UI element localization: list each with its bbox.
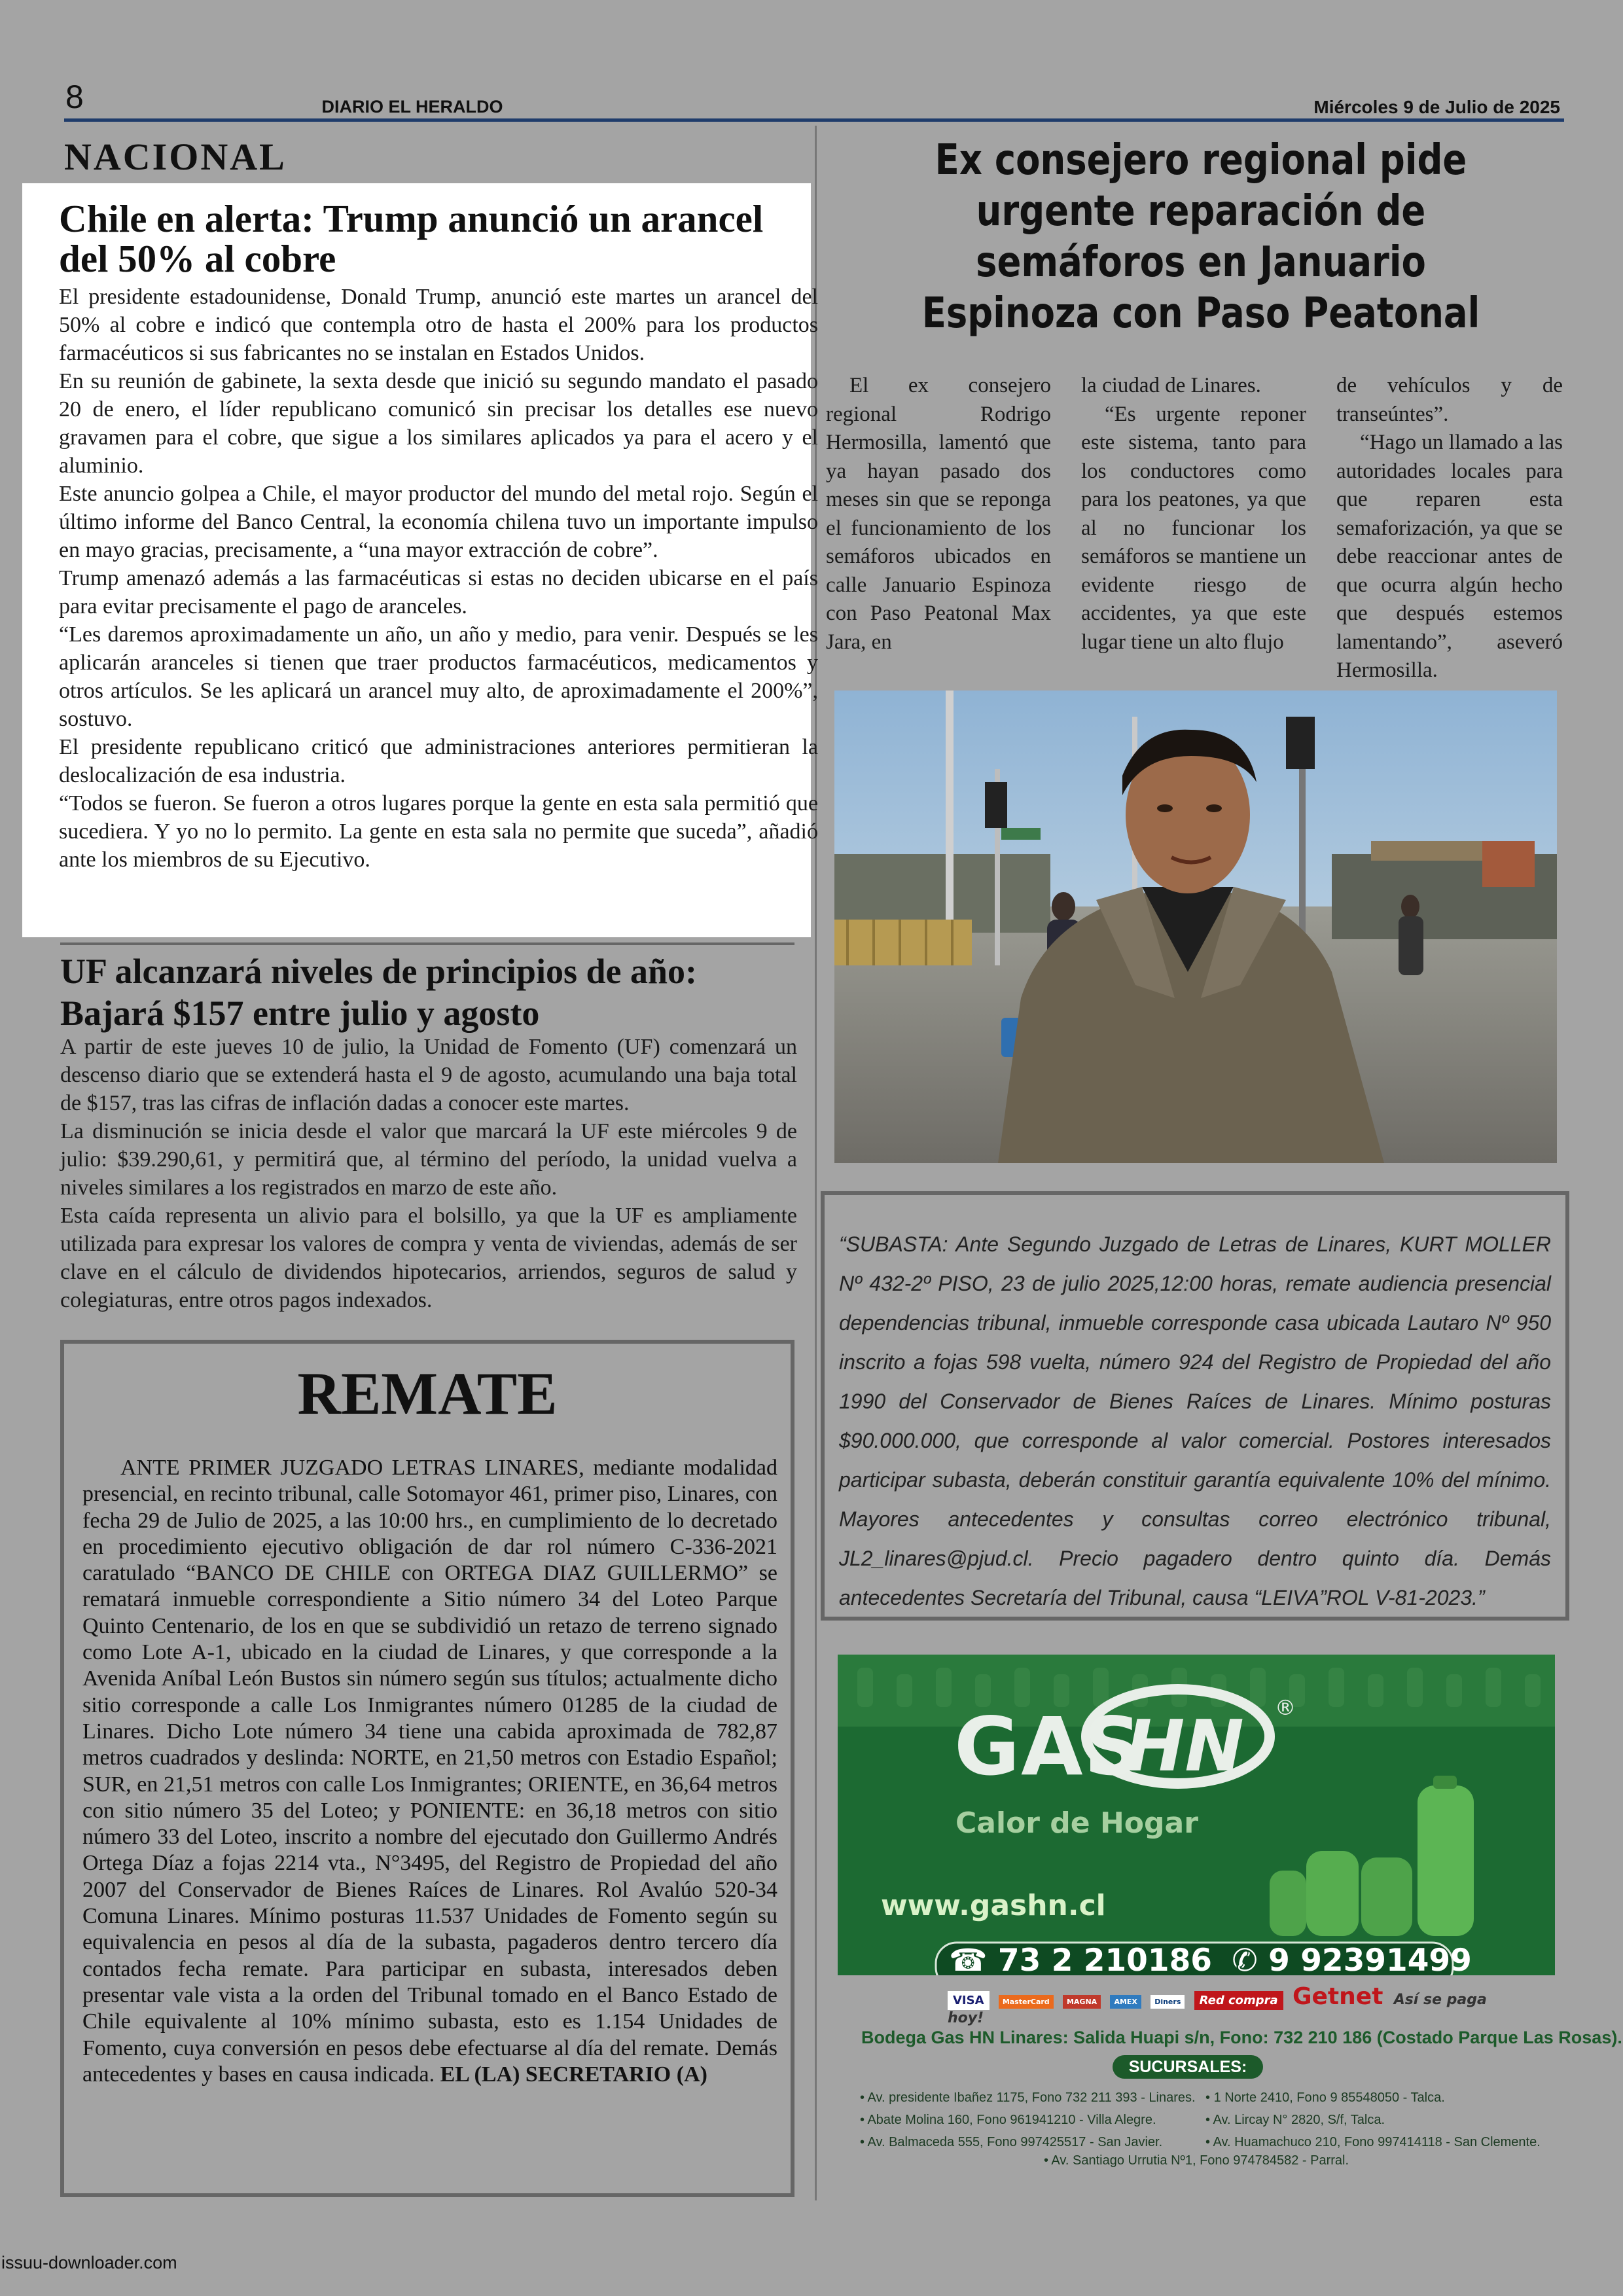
redcompra-logo: Red compra — [1194, 1991, 1283, 2010]
getnet-logo: Getnet — [1292, 1983, 1383, 2010]
branch-item: • Av. Balmaceda 555, Fono 997425517 - San Javier. — [860, 2135, 1163, 2149]
getnet-slogan: Así se paga hoy! — [948, 1992, 1487, 2026]
ad-phone-landline: 73 2 210186 — [997, 1943, 1212, 1975]
paragraph: Esta caída representa un alivio para el bolsillo, ya que la UF es ampliamente utilizada para expresar los valores de compra y venta de viviendas, además de ser clave en el cálculo de dividendos hipotecarios, arriendos, seguros de salud y colegiaturas, entre otros pagos indexados. — [60, 1204, 797, 1312]
ad-phones — [949, 1943, 1472, 1975]
article-copper-tariff-body — [59, 283, 818, 874]
gas-hn-ad-details — [838, 1975, 1622, 2168]
mastercard-logo: MasterCard — [999, 1995, 1054, 2009]
payment-methods — [948, 1983, 1510, 2026]
article-separator — [60, 942, 794, 945]
article-semaforos-col3 — [1336, 372, 1563, 685]
header-rule — [64, 118, 1564, 122]
paragraph: “Todos se fueron. Se fueron a otros lugares porque la gente en esta sala permitió que sucediera. Y yo no lo permito. La gente en esta sala no permite que suceda”, añadió ante los miembros de su Ejecutivo. — [59, 791, 818, 872]
remate-text: ANTE PRIMER JUZGADO LETRAS LINARES, mediante modalidad presencial, en recinto tribunal, calle Sotomayor 461, primer piso, Linares, con fecha 29 de Julio de 2025, a las 10:00 hrs., en cumplimiento de lo decretado en procedimiento ejecutivo obligación de dar rol número C-336-2021 caratulado “BANCO DE CHILE con ORTEGA DIAZ GUILLERMO” se rematará inmueble correspondiente a Sitio número 34 del Loteo Parque Quinto Centenario, de los en que se subdividió un retazo de terreno signado como Lote A-1, ubicado en la ciudad de Linares, y que corresponde a la Avenida Aníbal León Bustos sin número según sus títulos; actualmente dicho sitio corresponde a calle Los Inmigrantes número 01285 de la ciudad de Linares. Dicho Lote número 34 tiene una cabida aproximada de 782,87 metros cuadrados y deslinda: NORTE, en 21,50 metros con Estadio Español; SUR, en 21,51 metros con calle Los Inmigrantes; ORIENTE, en 36,64 metros con sitio número 35 del Loteo; y PONIENTE: en 36,18 metros con sitio número 33 del Loteo, inscrito a nombre del ejecutado don Guillermo Andrés Ortega Díaz a fojas 2214 vta., N°3495, del Registro de Propiedad del año 2007 del Conservador de Bienes Raíces de Linares. Rol Avalúo 520-34 Comuna Linares. Mínimo posturas 11.537 Unidades de Fomento según su equivalencia en pesos al día de la subasta, pagaderos dentro tercero día contados fecha remate. Para participar en subasta, interesados deben presentar vale vista a la orden del Tribunal tomado en el Banco Estado de Chile equivalente al 10% mínimo subasta, esto es 1.154 Unidades de Fomento, cuya conversión en pesos debe efectuarse al día del remate. Demás antecedentes y bases en causa indicada. — [82, 1456, 777, 2087]
remate-title: REMATE — [297, 1360, 558, 1427]
ad-address: Bodega Gas HN Linares: Salida Huapi s/n, Fono: 732 210 186 (Costado Parque Las Rosas). — [861, 2028, 1622, 2047]
paragraph: de vehículos y de transeúntes”. — [1336, 374, 1563, 426]
ad-registered-mark: ® — [1275, 1695, 1296, 1720]
phone-icon: ☎ — [949, 1943, 988, 1975]
article-uf-title: UF alcanzará niveles de principios de año: Bajará $157 entre julio y agosto — [60, 952, 697, 1033]
photo-illustration — [834, 691, 1557, 1163]
ad-brand-hn: HN — [1126, 1706, 1244, 1787]
ad-website: www.gashn.cl — [881, 1889, 1106, 1922]
subasta-notice — [821, 1191, 1569, 1621]
remate-signature: EL (LA) SECRETARIO (A) — [440, 2062, 707, 2087]
issue-date: Miércoles 9 de Julio de 2025 — [1313, 97, 1560, 117]
branch-item: • Abate Molina 160, Fono 961941210 - Villa Alegre. — [860, 2113, 1156, 2127]
page-number: 8 — [65, 79, 84, 115]
paragraph: “Les daremos aproximadamente un año, un año y medio, para venir. Después se les aplicarán aranceles si tienen que traer productos farmacéuticos, medicamentos y otros artículos. Se les aplicará un arancel muy alto, de aproximadamente el 200%”, sostuvo. — [59, 622, 818, 731]
paragraph: La disminución se inicia desde el valor que marcará la UF este miércoles 9 de julio: $39.290,61, y permitirá que, al término del período, la unidad vuelva a niveles similares a los registrados en marzo de este año. — [60, 1119, 797, 1200]
branch-item: • 1 Norte 2410, Fono 9 85548050 - Talca. — [1205, 2090, 1445, 2105]
article-semaforos-col1 — [826, 372, 1051, 656]
branches-right — [1205, 2087, 1546, 2153]
whatsapp-icon: ✆ — [1232, 1943, 1258, 1975]
watermark: issuu-downloader.com — [1, 2253, 177, 2272]
diners-logo: Diners — [1150, 1995, 1185, 2009]
section-title: NACIONAL — [64, 135, 287, 178]
branches-badge: SUCURSALES: — [1113, 2055, 1263, 2079]
remate-body — [82, 1455, 777, 2088]
branches-left — [860, 2087, 1200, 2153]
branch-center: • Av. Santiago Urrutia Nº1, Fono 974784582 - Parral. — [1043, 2153, 1349, 2168]
paragraph: El presidente republicano criticó que administraciones anteriores permitieran la deslocalización de esa industria. — [59, 735, 818, 787]
paragraph: “Hago un llamado a las autoridades locales para que reparen esta semaforización, ya que se debe reaccionar antes de que ocurra algún hecho que después estemos lamentando”, aseveró Hermosilla. — [1336, 431, 1563, 682]
article-copper-tariff — [22, 183, 818, 937]
ad-brand-gas: GAS — [954, 1700, 1143, 1793]
subasta-text: “SUBASTA: Ante Segundo Juzgado de Letras de Linares, KURT MOLLER Nº 432-2º PISO, 23 de julio 2025,12:00 horas, remate audiencia presencial dependencias tribunal, inmueble corresponde casa ubicada Lautaro Nº 950 inscrito a fojas 598 vuelta, número 924 del Registro de Propiedad del año 1990 del Conservador de Bienes Raíces de Linares. Mínimo posturas $90.000.000, que corresponde al valor comercial. Postores interesados participar subasta, deberán constituir garantía equivalente 10% del mínimo. Mayores antecedentes y consultas correo electrónico tribunal, JL2_linares@pjud.cl. Precio pagadero dentro quinto día. Demás antecedentes Secretaría del Tribunal, causa “LEIVA”ROL V-81-2023.” — [839, 1232, 1551, 1609]
paragraph: El presidente estadounidense, Donald Trump, anunció este martes un arancel del 50% al cobre e indicó que contempla otro de hasta el 200% para los productos farmacéuticos si sus fabricantes no se instalan en Estados Unidos. — [59, 285, 818, 365]
branch-item: • Av. presidente Ibañez 1175, Fono 732 211 393 - Linares. — [860, 2090, 1196, 2105]
newspaper-name: DIARIO EL HERALDO — [321, 97, 503, 117]
ad-phone-whatsapp: 9 92391499 — [1268, 1943, 1472, 1975]
branch-item: • Av. Huamachuco 210, Fono 997414118 - San Clemente. — [1205, 2135, 1541, 2149]
paragraph: Este anuncio golpea a Chile, el mayor productor del mundo del metal rojo. Según el último informe del Banco Central, la economía chilena tuvo un importante impulso en mayo gracias, precisamente, a “una mayor extracción de cobre”. — [59, 482, 818, 562]
remate-notice — [60, 1340, 794, 2197]
gas-hn-ad — [838, 1655, 1555, 1975]
paragraph: A partir de este jueves 10 de julio, la Unidad de Fomento (UF) comenzará un descenso diario que se extenderá hasta el 9 de agosto, acumulando una baja total de $157, tras las cifras de inflación dadas a conocer este martes. — [60, 1035, 797, 1115]
photo-hermosilla — [834, 691, 1557, 1163]
article-uf-body — [60, 1033, 797, 1314]
visa-logo: VISA — [948, 1991, 990, 2010]
branch-item: • Av. Lircay N° 2820, S/f, Talca. — [1205, 2113, 1385, 2127]
magna-logo: MAGNA — [1063, 1995, 1101, 2009]
paragraph: Trump amenazó además a las farmacéuticas si estas no deciden ubicarse en el país para evitar precisamente el pago de aranceles. — [59, 566, 818, 619]
article-semaforos-col2 — [1081, 372, 1306, 656]
article-semaforos-title: Ex consejero regional pide urgente reparación de semáforos en Januario Espinoza con Paso Peatonal — [921, 136, 1480, 338]
paragraph: “Es urgente reponer este sistema, tanto para los conductores como para los peatones, ya que al no funcionar los semáforos se mantiene un evidente riesgo de accidentes, ya que este lugar tiene un alto flujo — [1081, 402, 1306, 654]
paragraph: El ex consejero regional Rodrigo Hermosilla, lamentó que ya hayan pasado dos meses sin que se reponga el funcionamiento de los semáforos ubicados en calle Januario Espinoza con Paso Peatonal Max Jara, en — [826, 374, 1051, 654]
ad-tagline: Calor de Hogar — [955, 1806, 1198, 1840]
article-copper-tariff-title: Chile en alerta: Trump anunció un arancel del 50% al cobre — [59, 197, 764, 280]
amex-logo: AMEX — [1110, 1995, 1141, 2009]
paragraph: la ciudad de Linares. — [1081, 374, 1261, 397]
paragraph: En su reunión de gabinete, la sexta desde que inició su segundo mandato el pasado 20 de enero, el líder republicano comunicó sin precisar los detalles ese nuevo gravamen para el cobre, que sigue a los similares aplicados ya para el acero y el aluminio. — [59, 369, 818, 478]
